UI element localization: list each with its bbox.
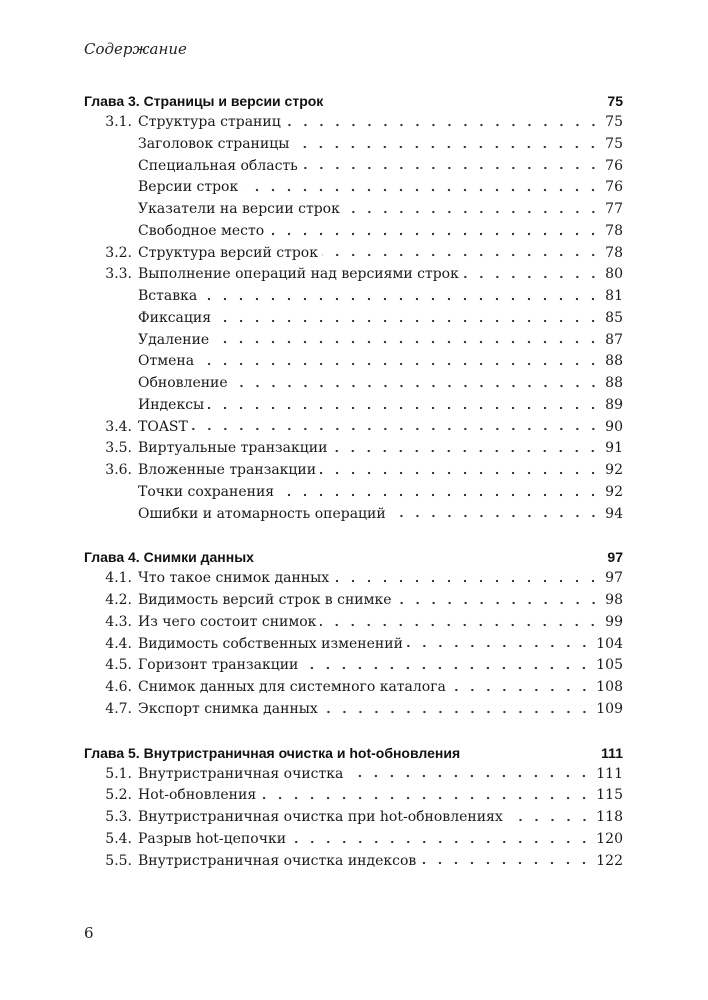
dot-leader <box>260 792 592 802</box>
entry-title: Структура версий строк <box>138 244 318 261</box>
dot-leader <box>215 315 601 325</box>
chapter-page: 75 <box>607 93 623 109</box>
section-number: 3.5. <box>105 440 132 457</box>
chapter-title: Глава 4. Снимки данных <box>84 549 254 566</box>
entry-page: 78 <box>605 222 623 239</box>
dot-leader <box>198 358 601 368</box>
entry-page: 78 <box>605 244 623 261</box>
dot-leader <box>322 249 601 259</box>
section-number: 3.2. <box>105 244 132 261</box>
entry-title: Экспорт снимка данных <box>138 700 318 717</box>
entry-title: Внутристраничная очистка <box>138 765 344 782</box>
entry-title: Видимость собственных изменений <box>138 635 403 652</box>
dot-leader <box>285 119 601 129</box>
toc-entry[interactable] <box>84 460 623 482</box>
toc-entry[interactable] <box>84 655 623 677</box>
chapter-heading[interactable] <box>84 546 623 568</box>
chapter-heading[interactable] <box>84 742 623 764</box>
entry-page: 90 <box>605 418 623 435</box>
entry-title: Версии строк <box>138 179 239 196</box>
toc-entry[interactable] <box>84 438 623 460</box>
section-number: 4.3. <box>105 613 132 630</box>
toc-entry[interactable] <box>84 829 623 851</box>
toc-entry[interactable] <box>84 134 623 156</box>
entry-page: 76 <box>605 157 623 174</box>
entry-page: 92 <box>605 483 623 500</box>
entry-title: Выполнение операций над версиями строк <box>138 266 459 283</box>
section-number: 3.6. <box>105 462 132 478</box>
dot-leader <box>420 857 592 867</box>
page-number: 6 <box>84 924 94 942</box>
entry-title: Заголовок страницы <box>138 135 290 152</box>
entry-page: 98 <box>605 592 623 608</box>
section-number: 5.5. <box>105 852 132 869</box>
toc-entry[interactable] <box>84 612 623 634</box>
entry-title: Специальная область <box>138 157 298 174</box>
toc-entry[interactable] <box>84 243 623 265</box>
dot-leader <box>192 423 601 433</box>
toc-entry[interactable] <box>84 785 623 807</box>
chapter-gap <box>84 525 623 546</box>
entry-page: 92 <box>605 462 623 478</box>
toc-entry[interactable] <box>84 351 623 373</box>
entry-page: 85 <box>605 309 623 326</box>
entry-page: 118 <box>596 809 623 825</box>
toc-entry[interactable] <box>84 264 623 286</box>
entry-page: 115 <box>596 787 623 804</box>
entry-page: 75 <box>605 135 623 152</box>
toc-entry[interactable] <box>84 199 623 221</box>
dot-leader <box>450 684 592 694</box>
entry-title: Внутристраничная очистка индексов <box>138 852 417 869</box>
toc-entry[interactable] <box>84 504 623 526</box>
entry-page: 97 <box>605 570 623 587</box>
chapter-title: Глава 3. Страницы и версии строк <box>84 93 324 109</box>
entry-page: 76 <box>605 179 623 196</box>
entry-title: Точки сохранения <box>138 483 275 500</box>
entry-title: Hot-обновления <box>138 787 257 804</box>
dot-leader <box>347 770 592 780</box>
dot-leader <box>331 445 601 455</box>
entry-title: Фиксация <box>138 309 212 326</box>
toc-entry[interactable] <box>84 112 623 134</box>
dot-leader <box>213 336 601 346</box>
table-of-contents <box>84 90 623 872</box>
entry-page: 94 <box>605 505 623 522</box>
entry-title: Обновление <box>138 375 228 391</box>
toc-entry[interactable] <box>84 482 623 504</box>
entry-page: 111 <box>596 765 623 782</box>
dot-leader <box>390 510 601 520</box>
section-number: 4.7. <box>105 700 132 717</box>
section-number: 5.4. <box>105 830 132 847</box>
toc-entry[interactable] <box>84 568 623 590</box>
entry-page: 75 <box>605 114 623 130</box>
toc-entry[interactable] <box>84 373 623 395</box>
dot-leader <box>268 228 601 238</box>
section-number: 5.2. <box>105 787 132 804</box>
entry-page: 105 <box>596 657 623 674</box>
entry-page: 91 <box>605 440 623 457</box>
dot-leader <box>293 141 601 151</box>
entry-title: Указатели на версии строк <box>138 201 340 217</box>
section-number: 4.1. <box>105 570 132 587</box>
dot-leader <box>407 640 592 650</box>
dot-leader <box>290 836 592 846</box>
toc-entry[interactable] <box>84 395 623 417</box>
section-number: 5.1. <box>105 765 132 782</box>
dot-leader <box>278 489 601 499</box>
entry-title: Структура страниц <box>138 114 281 130</box>
toc-entry[interactable] <box>84 807 623 829</box>
dot-leader <box>320 619 601 629</box>
entry-title: TOAST <box>138 418 188 435</box>
dot-leader <box>344 206 601 216</box>
section-number: 3.4. <box>105 418 132 435</box>
chapter-heading[interactable] <box>84 90 623 112</box>
chapter-gap <box>84 721 623 742</box>
dot-leader <box>208 402 601 412</box>
entry-page: 108 <box>596 679 623 695</box>
dot-leader <box>463 271 601 281</box>
entry-title: Вложенные транзакции <box>138 462 317 478</box>
toc-entry[interactable] <box>84 677 623 699</box>
entry-title: Горизонт транзакции <box>138 657 299 674</box>
dot-leader <box>322 706 592 716</box>
entry-title: Виртуальные транзакции <box>138 440 328 457</box>
chapter-page: 111 <box>601 744 623 761</box>
section-number: 4.2. <box>105 592 132 608</box>
entry-title: Удаление <box>138 331 210 348</box>
chapter-title: Глава 5. Внутристраничная очистка и hot-обновления <box>84 744 461 761</box>
section-number: 4.4. <box>105 635 132 652</box>
entry-title: Из чего состоит снимок <box>138 613 317 630</box>
entry-page: 99 <box>605 613 623 630</box>
toc-entry[interactable] <box>84 699 623 721</box>
toc-entry[interactable] <box>84 177 623 199</box>
entry-page: 109 <box>596 700 623 717</box>
toc-entry[interactable] <box>84 634 623 656</box>
toc-entry[interactable] <box>84 590 623 612</box>
dot-leader <box>302 162 601 172</box>
dot-leader <box>201 293 601 303</box>
entry-title: Отмена <box>138 353 195 370</box>
dot-leader <box>396 597 602 607</box>
entry-page: 87 <box>605 331 623 348</box>
section-number: 4.5. <box>105 657 132 674</box>
entry-page: 89 <box>605 396 623 413</box>
dot-leader <box>507 814 593 824</box>
section-number: 4.6. <box>105 679 132 695</box>
entry-page: 77 <box>605 201 623 217</box>
toc-entry[interactable] <box>84 851 623 873</box>
section-number: 3.3. <box>105 266 132 283</box>
dot-leader <box>232 380 601 390</box>
dot-leader <box>333 575 601 585</box>
entry-title: Индексы <box>138 396 205 413</box>
section-number: 5.3. <box>105 809 132 825</box>
toc-entry[interactable] <box>84 330 623 352</box>
chapter-page: 97 <box>607 549 623 566</box>
entry-title: Ошибки и атомарность операций <box>138 505 386 522</box>
toc-entry[interactable] <box>84 764 623 786</box>
entry-title: Видимость версий строк в снимке <box>138 592 392 608</box>
entry-title: Что такое снимок данных <box>138 570 330 587</box>
dot-leader <box>242 184 601 194</box>
entry-title: Внутристраничная очистка при hot-обновлениях <box>138 809 503 825</box>
entry-title: Свободное место <box>138 222 265 239</box>
entry-title: Разрыв hot-цепочки <box>138 830 287 847</box>
entry-page: 122 <box>596 852 623 869</box>
dot-leader <box>320 467 601 477</box>
entry-page: 88 <box>605 353 623 370</box>
entry-page: 104 <box>596 635 623 652</box>
entry-page: 120 <box>596 830 623 847</box>
entry-title: Вставка <box>138 288 198 304</box>
toc-entry[interactable] <box>84 221 623 243</box>
entry-page: 88 <box>605 375 623 391</box>
running-head: Содержание <box>84 40 187 58</box>
section-number: 3.1. <box>105 114 132 130</box>
dot-leader <box>302 662 592 672</box>
toc-entry[interactable] <box>84 286 623 308</box>
toc-entry[interactable] <box>84 156 623 178</box>
entry-page: 80 <box>605 266 623 283</box>
toc-entry[interactable] <box>84 417 623 439</box>
toc-entry[interactable] <box>84 308 623 330</box>
entry-title: Снимок данных для системного каталога <box>138 679 446 695</box>
entry-page: 81 <box>605 288 623 304</box>
